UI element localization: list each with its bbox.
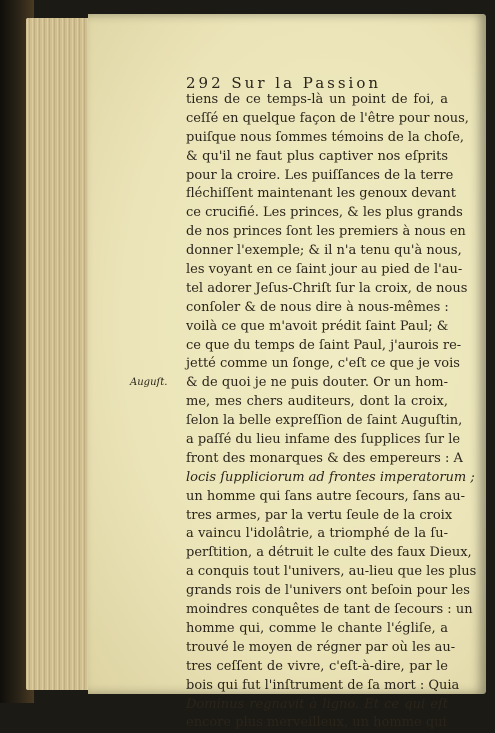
text-line: Dominus regnavit à ligno. Et ce qui eſt [186, 696, 448, 712]
text-line: puiſque nous ſommes témoins de la choſe, [186, 129, 465, 145]
page-stack-edge [26, 18, 96, 690]
text-line: tel adorer Jeſus-Chriſt ſur la croix, de nous [186, 280, 468, 296]
text-line: fléchiſſent maintenant les genoux devant [186, 186, 457, 202]
text-line: me, mes chers auditeurs, dont la croix, [186, 394, 448, 410]
running-header: 292 Sur la Passion [186, 74, 382, 92]
text-line: a vaincu l'idolâtrie, a triomphé de la ſu- [186, 526, 448, 542]
text-line: & qu'il ne faut plus captiver nos eſprits [186, 148, 448, 164]
text-line: a conquis tout l'univers, au-lieu que les plus [186, 564, 477, 580]
body-text [186, 91, 477, 733]
text-line: a paſſé du lieu infame des ſupplices ſur le [186, 432, 461, 448]
text-line: les voyant en ce ſaint jour au pied de l'au- [186, 262, 463, 278]
text-line: conſoler & de nous dire à nous-mêmes : [186, 299, 449, 315]
text-line: front des monarques & des empereurs : A [186, 450, 463, 466]
text-line: homme qui, comme le chante l'égliſe, a [186, 620, 448, 636]
text-line: un homme qui ſans autre ſecours, ſans au- [186, 488, 466, 504]
text-line: tres armes, par la vertu ſeule de la croix [186, 507, 453, 523]
text-line: & de quoi je ne puis douter. Or un hom- [186, 375, 448, 391]
text-line: jetté comme un ſonge, c'eſt ce que je vois [186, 356, 460, 372]
text-line: grands rois de l'univers ont beſoin pour les [186, 583, 470, 599]
text-line: ce crucifié. Les princes, & les plus grands [186, 205, 463, 221]
text-line: trouvé le moyen de régner par où les au- [186, 639, 456, 655]
text-line: ce que du temps de ſaint Paul, j'aurois re- [186, 337, 462, 353]
text-line: bois qui fut l'inſtrument de ſa mort : Quia [186, 677, 460, 693]
text-line: ſelon la belle expreſſion de ſaint Auguſtin, [186, 413, 463, 429]
text-line: ceſſé en quelque façon de l'être pour nous, [186, 110, 469, 126]
text-line: de nos princes ſont les premiers à nous en [186, 224, 466, 240]
text-line: tiens de ce temps-là un point de foi, a [186, 92, 448, 107]
margin-note: Auguſt. [130, 377, 168, 388]
text-line: locis ſuppliciorum ad frontes imperatorum ; [186, 469, 475, 485]
text-line: voilà ce que m'avoit prédit ſaint Paul; & [186, 318, 449, 334]
text-line: moindres conquêtes de tant de ſecours : un [186, 602, 473, 618]
text-line: donner l'exemple; & il n'a tenu qu'à nous, [186, 243, 462, 259]
text-line: pour la croire. Les puiſſances de la terre [186, 167, 454, 183]
text-line: perſtition, a détruit le culte des faux Dieux, [186, 545, 472, 561]
text-line: tres ceſſent de vivre, c'eſt-à-dire, par le [186, 658, 448, 674]
text-line: encore plus merveilleux, un homme qui [186, 715, 447, 731]
